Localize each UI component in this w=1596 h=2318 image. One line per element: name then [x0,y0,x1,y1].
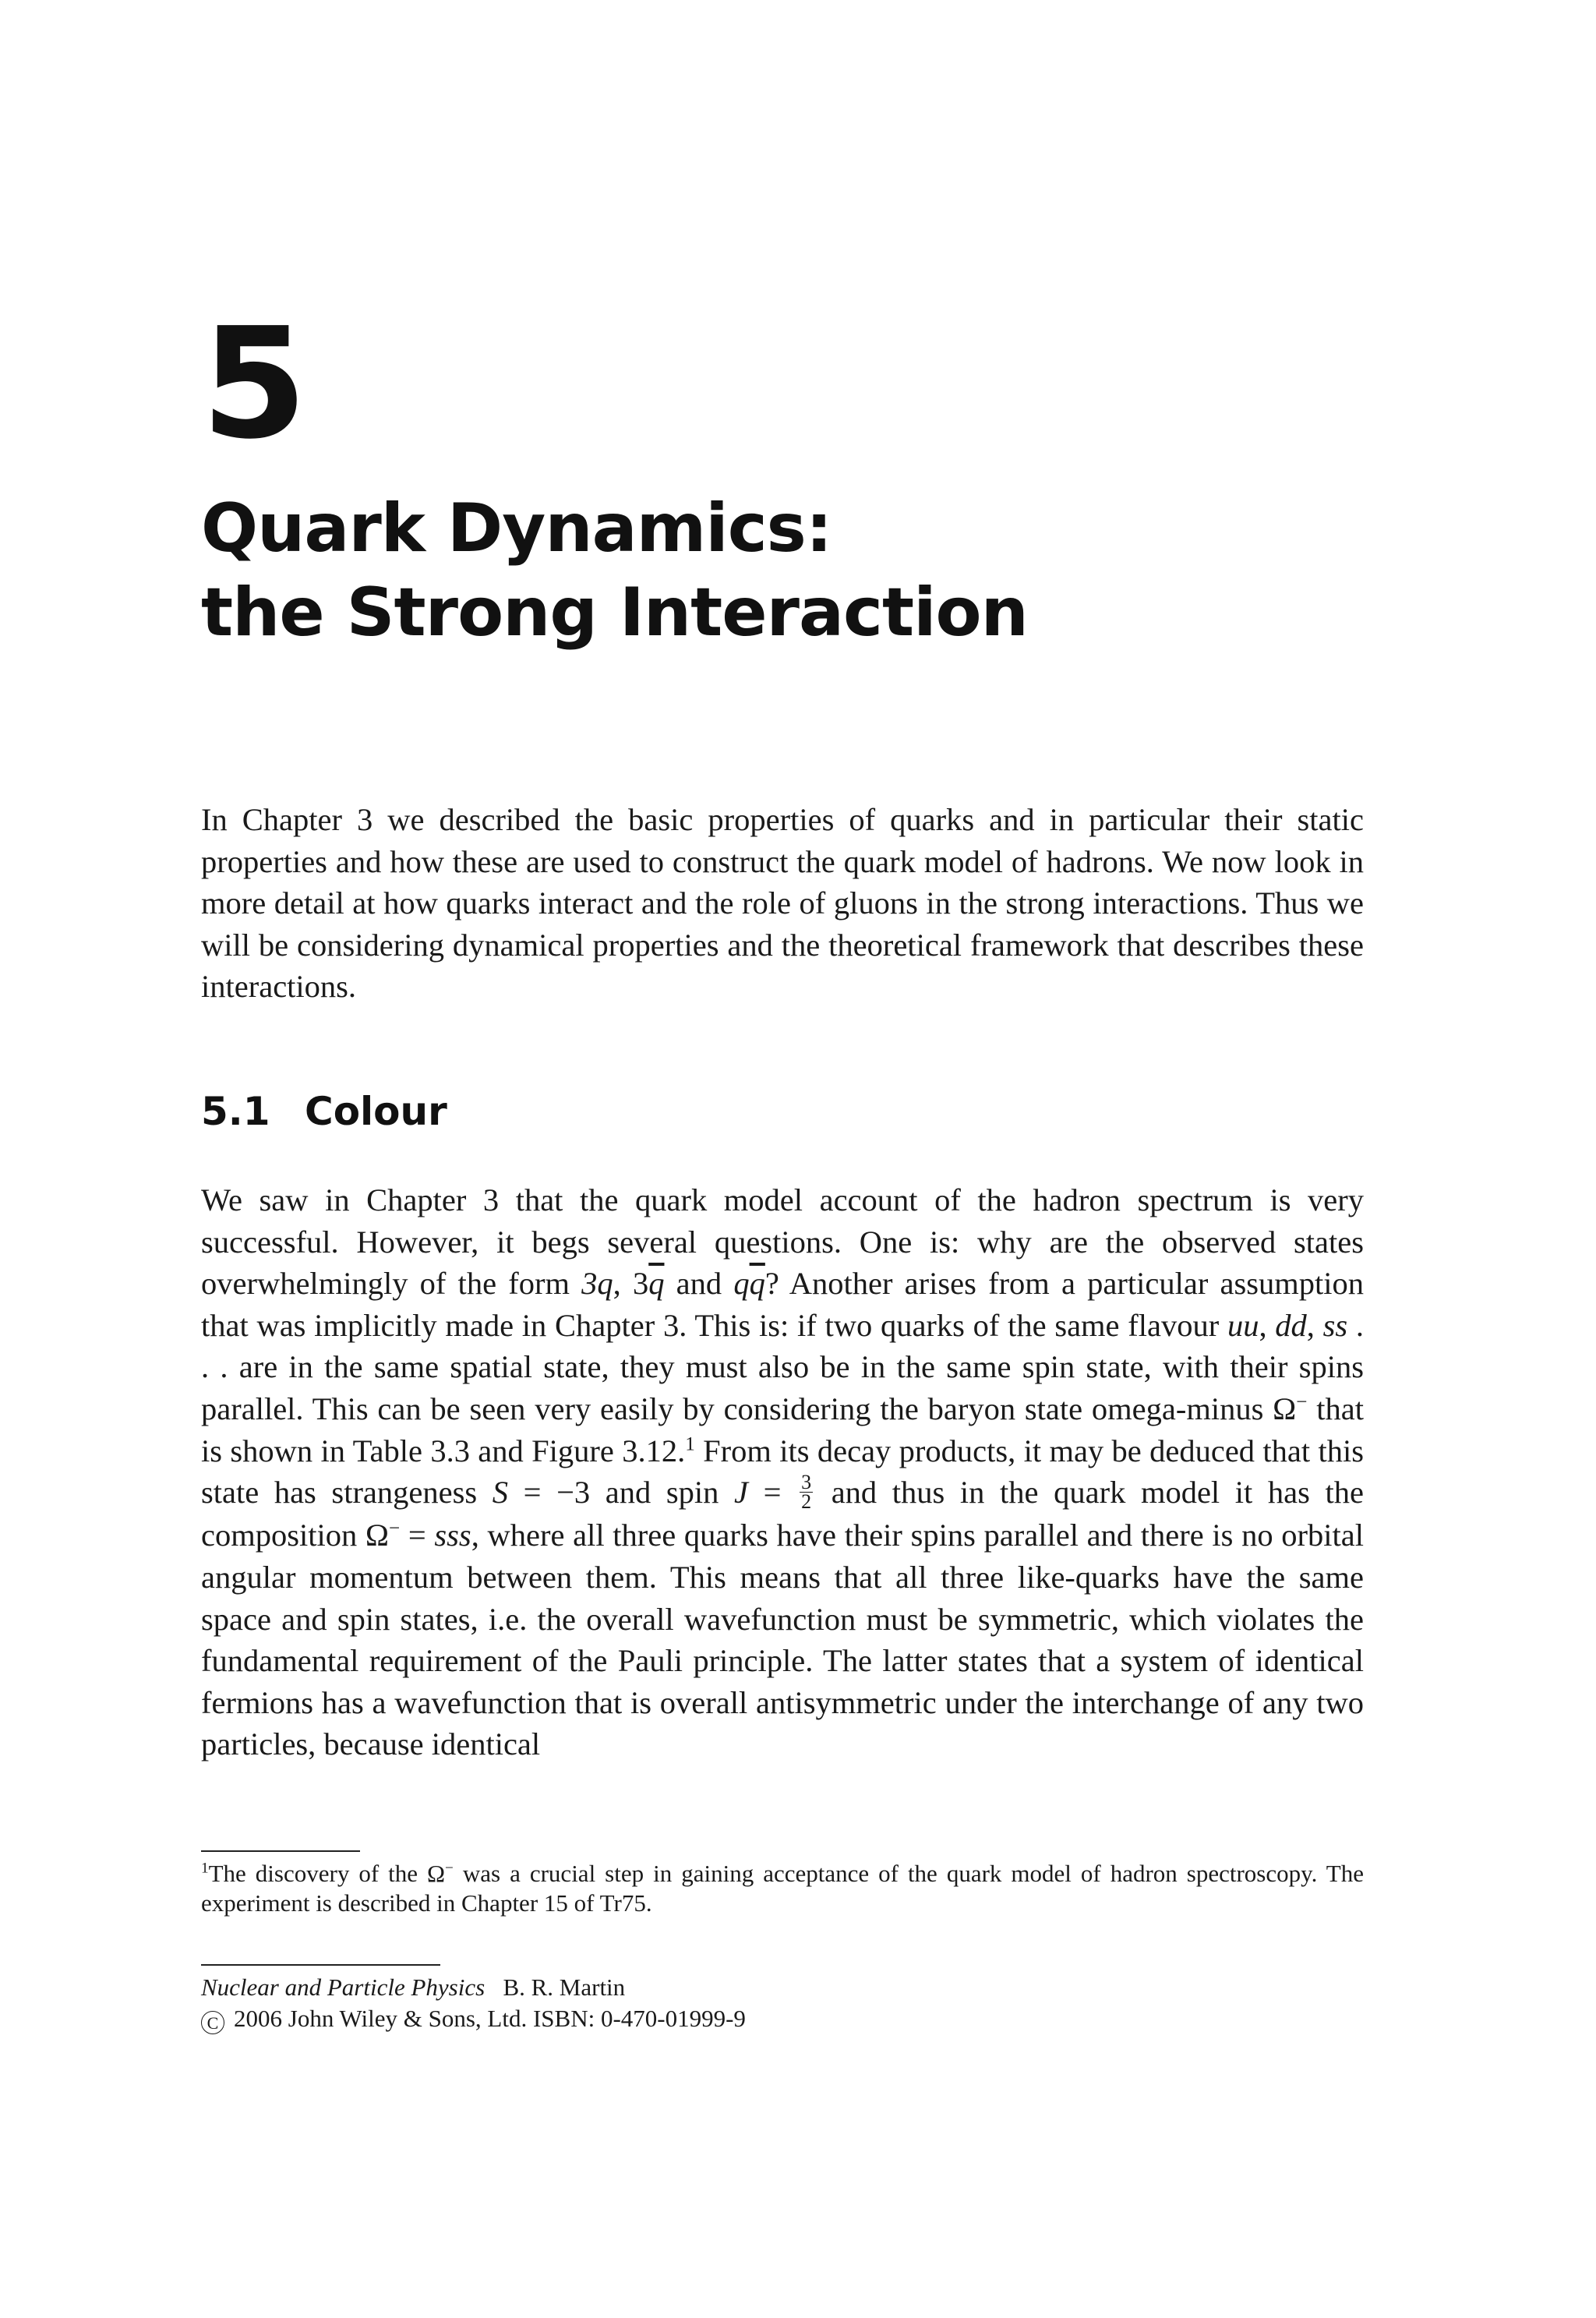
math-qbar: $\overline{q}$ [648,1266,665,1302]
body-text: , [1306,1307,1323,1343]
body-text: , [613,1266,633,1302]
math-q: q [733,1266,750,1302]
math-3q: 3q [581,1266,613,1302]
chapter-number: 5 [201,295,305,473]
section-title: Colour [305,1089,447,1134]
fraction-three-halves [800,1471,813,1514]
copyright-text: 2006 John Wiley & Sons, Ltd. ISBN: 0-470-01999-9 [234,2005,746,2032]
book-info-line [201,1972,1364,2003]
copyright-block [201,1972,1364,2034]
footnote [201,1859,1364,1918]
footnote-text: was a crucial step in gaining acceptance of the quark model of hadron spectroscopy. The experiment is described in Chapter 15 of Tr75. [201,1860,1364,1917]
body-text: and [664,1266,734,1302]
math-sss: sss [434,1518,471,1553]
fraction-numerator: 3 [801,1471,812,1494]
footnote-divider [201,1850,360,1852]
body-text: and thus in the quark model it has the composition Ω [201,1475,1365,1553]
body-text: = −3 and spin [508,1475,735,1511]
body-text: . . . are in the same spatial state, they must also be in the same spin state, with their spins parallel. This can be seen very easily by considering the baryon state omega-minus Ω [201,1307,1365,1426]
math-uu: uu [1227,1307,1259,1343]
chapter-title-line-2: the Strong Interaction [201,574,1028,652]
body-text: , where all three quarks have their spins parallel and there is no orbital angular momentum between them. This means that all three like-quarks have the same space and spin states, i.e. the overall wavefunction must be symmetric, which violates the fundamental requirement of the Pauli principle. The latter states that a system of identical fermions has a wavefunction that is overall antisymmetric under the interchange of any two particles, because identical [201,1518,1365,1762]
book-author: B. R. Martin [503,1973,626,2001]
body-text: We saw in Chapter 3 that the quark model account of the hadron spectrum is very successful. However, it begs several questions. One is: why are the observed states overwhelmingly of the form [201,1182,1364,1302]
book-title: Nuclear and Particle Physics [201,1973,486,2001]
chapter-title [201,486,1028,655]
intro-paragraph: In Chapter 3 we described the basic properties of quarks and in particular their static properties and how these are used to construct the quark model of hadrons. We now look in more detail at how quarks interact and the role of gluons in the strong interactions. Thus we will be considering dynamical properties and the theoretical framework that describes these interactions. [201,802,1364,1005]
section-heading [201,1088,447,1135]
copyright-icon: C [201,2011,224,2034]
body-text: = [748,1475,797,1511]
superscript-minus: − [389,1518,401,1539]
math-J: J [734,1475,748,1511]
fraction-denominator: 2 [801,1490,812,1514]
body-paragraph [201,1179,1364,1765]
superscript-minus: − [1296,1391,1308,1413]
math-S: S [492,1475,509,1511]
section-number: 5.1 [201,1089,270,1134]
copyright-divider [201,1964,440,1966]
math-qbar: $\overline{q}$ [749,1266,765,1302]
body-text: that is shown in Table 3.3 and Figure 3.12. [201,1390,1364,1468]
body-text: , [1259,1307,1276,1343]
copyright-line [201,2003,1364,2034]
footnote-reference: 1 [685,1433,695,1455]
body-text: ? Another arises from a particular assumption that was implicitly made in Chapter 3. This is: if two quarks of the same flavour [201,1266,1365,1343]
footnote-marker: 1 [201,1860,209,1877]
footnote-text: The discovery of the Ω [208,1860,446,1887]
math-3qbar-coefficient: 3 [632,1266,649,1302]
body-text: From its decay products, it may be deduced that this state has strangeness [201,1433,1364,1511]
math-dd: dd [1275,1307,1307,1343]
math-ss: ss [1322,1307,1348,1343]
chapter-title-line-1: Quark Dynamics: [201,489,832,567]
body-text: = [400,1518,435,1553]
superscript-minus: − [445,1860,454,1877]
